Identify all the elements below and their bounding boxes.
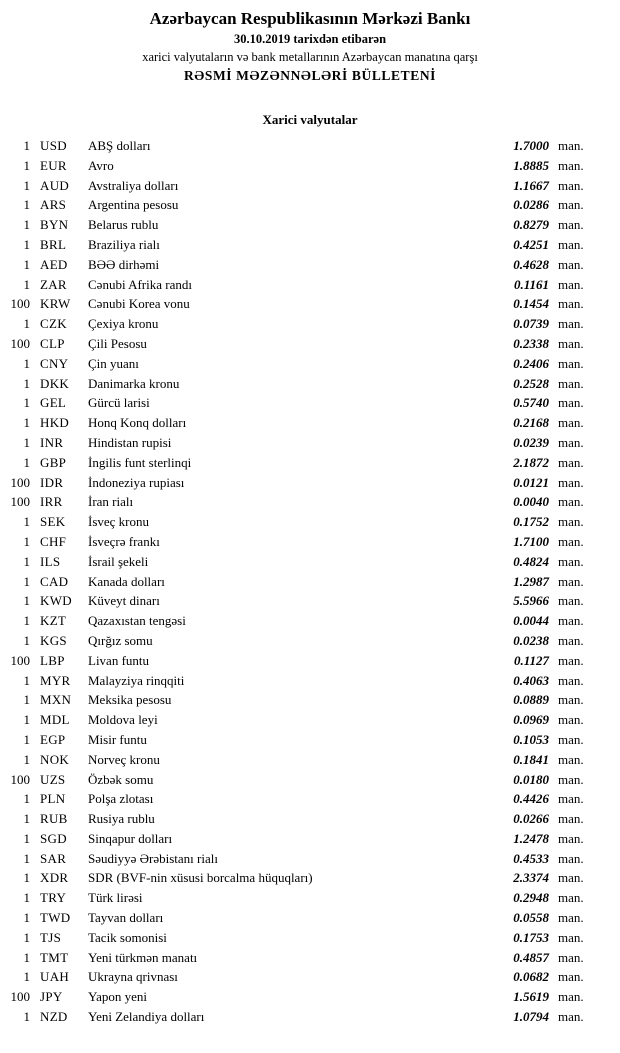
currency-name-cell: İngilis funt sterlinqi bbox=[88, 454, 192, 470]
currency-code-cell: BRL bbox=[40, 236, 67, 252]
table-row bbox=[4, 1007, 598, 1027]
currency-code-cell: SAR bbox=[40, 850, 67, 866]
unit-cell: man. bbox=[558, 454, 584, 470]
currency-code-cell: EUR bbox=[40, 157, 67, 173]
table-row bbox=[4, 829, 598, 849]
currency-code-cell: DKK bbox=[40, 375, 70, 391]
quantity-cell: 100 bbox=[10, 335, 30, 351]
quantity-cell: 1 bbox=[23, 514, 30, 530]
currency-code-cell: NZD bbox=[40, 1009, 68, 1025]
rate-cell: 1.2478 bbox=[513, 830, 549, 846]
currency-name-cell: ABŞ dolları bbox=[88, 138, 151, 153]
unit-cell: man. bbox=[558, 197, 584, 213]
currency-name-cell: Braziliya rialı bbox=[88, 236, 160, 252]
currency-code-cell: MYR bbox=[40, 672, 71, 688]
quantity-cell: 1 bbox=[23, 949, 30, 965]
currency-name-cell: Çin yuanı bbox=[88, 355, 139, 371]
currency-name-cell: Ukrayna qrivnası bbox=[88, 969, 178, 985]
table-row bbox=[4, 868, 598, 888]
table-row bbox=[4, 512, 598, 532]
currency-code-cell: USD bbox=[40, 138, 67, 153]
currency-code-cell: PLN bbox=[40, 791, 66, 807]
quantity-cell: 100 bbox=[10, 989, 30, 1005]
table-row bbox=[4, 591, 598, 611]
rate-cell: 0.1127 bbox=[513, 652, 549, 668]
quantity-cell: 1 bbox=[23, 712, 30, 728]
rate-cell: 0.4857 bbox=[513, 949, 549, 965]
unit-cell: man. bbox=[558, 415, 584, 431]
unit-cell: man. bbox=[558, 296, 584, 312]
currency-code-cell: CHF bbox=[40, 533, 67, 549]
rate-cell: 0.2948 bbox=[513, 890, 549, 906]
table-row bbox=[4, 334, 598, 354]
unit-cell: man. bbox=[558, 256, 584, 272]
rate-cell: 1.5619 bbox=[513, 989, 549, 1005]
rate-cell: 2.3374 bbox=[513, 870, 549, 886]
unit-cell: man. bbox=[558, 652, 584, 668]
quantity-cell: 1 bbox=[23, 613, 30, 629]
quantity-cell: 100 bbox=[10, 771, 30, 787]
unit-cell: man. bbox=[558, 177, 584, 193]
currency-code-cell: HKD bbox=[40, 415, 70, 431]
currency-name-cell: Argentina pesosu bbox=[88, 197, 179, 213]
table-row bbox=[4, 413, 598, 433]
table-row bbox=[4, 433, 598, 453]
quantity-cell: 1 bbox=[23, 256, 30, 272]
table-row bbox=[4, 730, 598, 750]
bank-name-title: Azərbaycan Respublikasının Mərkəzi Bankı bbox=[149, 9, 471, 28]
currency-code-cell: EGP bbox=[40, 731, 66, 747]
quantity-cell: 1 bbox=[23, 415, 30, 431]
rate-cell: 0.0238 bbox=[513, 632, 549, 648]
unit-cell: man. bbox=[558, 692, 584, 708]
currency-code-cell: MXN bbox=[40, 692, 72, 708]
table-row bbox=[4, 750, 598, 770]
currency-name-cell: Avstraliya dolları bbox=[88, 177, 179, 193]
unit-cell: man. bbox=[558, 712, 584, 728]
currency-code-cell: JPY bbox=[40, 989, 63, 1005]
subtitle-line: xarici valyutaların və bank metallarının Azərbaycan manatına qarşı bbox=[142, 50, 478, 64]
quantity-cell: 1 bbox=[23, 850, 30, 866]
quantity-cell: 1 bbox=[23, 910, 30, 926]
quantity-cell: 1 bbox=[23, 811, 30, 827]
currency-name-cell: İndoneziya rupiası bbox=[88, 474, 185, 490]
unit-cell: man. bbox=[558, 791, 584, 807]
rate-cell: 0.0180 bbox=[513, 771, 549, 787]
table-row bbox=[4, 611, 598, 631]
currency-code-cell: GEL bbox=[40, 395, 67, 411]
unit-cell: man. bbox=[558, 890, 584, 906]
currency-code-cell: ARS bbox=[40, 197, 67, 213]
unit-cell: man. bbox=[558, 316, 584, 332]
rate-cell: 0.1161 bbox=[513, 276, 549, 292]
currency-name-cell: BƏƏ dirhəmi bbox=[88, 256, 160, 272]
rate-cell: 0.2338 bbox=[513, 335, 549, 351]
rate-cell: 0.4628 bbox=[513, 256, 549, 272]
currency-code-cell: AED bbox=[40, 256, 68, 272]
quantity-cell: 1 bbox=[23, 969, 30, 985]
table-row bbox=[4, 255, 598, 275]
quantity-cell: 1 bbox=[23, 791, 30, 807]
unit-cell: man. bbox=[558, 236, 584, 252]
rate-cell: 1.8885 bbox=[513, 157, 549, 173]
quantity-cell: 1 bbox=[23, 1009, 30, 1025]
rate-cell: 0.0682 bbox=[513, 969, 549, 985]
currency-name-cell: İran rialı bbox=[88, 494, 134, 510]
unit-cell: man. bbox=[558, 910, 584, 926]
unit-cell: man. bbox=[558, 949, 584, 965]
currency-name-cell: Yapon yeni bbox=[88, 989, 147, 1005]
rates-table bbox=[0, 136, 620, 1027]
rate-cell: 0.1454 bbox=[513, 296, 549, 312]
unit-cell: man. bbox=[558, 335, 584, 351]
currency-code-cell: CLP bbox=[40, 335, 65, 351]
unit-cell: man. bbox=[558, 850, 584, 866]
currency-name-cell: Moldova leyi bbox=[88, 712, 158, 728]
rate-cell: 0.1752 bbox=[513, 514, 549, 530]
quantity-cell: 1 bbox=[23, 870, 30, 886]
quantity-cell: 1 bbox=[23, 197, 30, 213]
currency-code-cell: XDR bbox=[40, 870, 69, 886]
currency-name-cell: Cənubi Afrika randı bbox=[88, 276, 192, 292]
currency-name-cell: Özbək somu bbox=[88, 771, 154, 787]
unit-cell: man. bbox=[558, 593, 584, 609]
document-header bbox=[0, 0, 620, 85]
currency-name-cell: Qırğız somu bbox=[88, 632, 153, 648]
quantity-cell: 100 bbox=[10, 652, 30, 668]
currency-name-cell: Livan funtu bbox=[88, 652, 150, 668]
table-row bbox=[4, 235, 598, 255]
currency-code-cell: ZAR bbox=[40, 276, 67, 292]
currency-name-cell: Meksika pesosu bbox=[88, 692, 172, 708]
rate-cell: 2.1872 bbox=[513, 454, 549, 470]
quantity-cell: 1 bbox=[23, 355, 30, 371]
table-row bbox=[4, 888, 598, 908]
quantity-cell: 100 bbox=[10, 494, 30, 510]
currency-code-cell: SGD bbox=[40, 830, 67, 846]
table-row bbox=[4, 473, 598, 493]
quantity-cell: 1 bbox=[23, 316, 30, 332]
currency-name-cell: Honq Konq dolları bbox=[88, 415, 187, 431]
quantity-cell: 1 bbox=[23, 434, 30, 450]
currency-name-cell: Tayvan dolları bbox=[88, 910, 164, 926]
rate-cell: 0.1841 bbox=[513, 751, 549, 767]
table-row bbox=[4, 552, 598, 572]
unit-cell: man. bbox=[558, 514, 584, 530]
quantity-cell: 1 bbox=[23, 217, 30, 233]
table-row bbox=[4, 928, 598, 948]
quantity-cell: 1 bbox=[23, 593, 30, 609]
quantity-cell: 1 bbox=[23, 890, 30, 906]
rate-cell: 0.0739 bbox=[513, 316, 549, 332]
quantity-cell: 1 bbox=[23, 375, 30, 391]
unit-cell: man. bbox=[558, 573, 584, 589]
table-row bbox=[4, 987, 598, 1007]
currency-code-cell: TJS bbox=[40, 929, 62, 945]
currency-code-cell: NOK bbox=[40, 751, 70, 767]
unit-cell: man. bbox=[558, 276, 584, 292]
quantity-cell: 100 bbox=[10, 296, 30, 312]
currency-name-cell: İsveçrə frankı bbox=[88, 533, 160, 549]
quantity-cell: 1 bbox=[23, 177, 30, 193]
rate-cell: 1.7100 bbox=[513, 533, 549, 549]
table-row bbox=[4, 631, 598, 651]
rate-cell: 0.1053 bbox=[513, 731, 549, 747]
unit-cell: man. bbox=[558, 830, 584, 846]
quantity-cell: 1 bbox=[23, 276, 30, 292]
rate-cell: 1.0794 bbox=[513, 1009, 549, 1025]
rate-cell: 0.0044 bbox=[513, 613, 549, 629]
quantity-cell: 1 bbox=[23, 138, 30, 153]
table-row bbox=[4, 176, 598, 196]
unit-cell: man. bbox=[558, 434, 584, 450]
currency-code-cell: CAD bbox=[40, 573, 69, 589]
unit-cell: man. bbox=[558, 375, 584, 391]
currency-code-cell: UZS bbox=[40, 771, 66, 787]
currency-code-cell: TWD bbox=[40, 910, 71, 926]
quantity-cell: 1 bbox=[23, 632, 30, 648]
table-row bbox=[4, 156, 598, 176]
rate-cell: 0.2528 bbox=[513, 375, 549, 391]
rate-cell: 0.8279 bbox=[513, 217, 549, 233]
currency-code-cell: KWD bbox=[40, 593, 72, 609]
quantity-cell: 1 bbox=[23, 157, 30, 173]
currency-code-cell: KZT bbox=[40, 613, 67, 629]
quantity-cell: 1 bbox=[23, 533, 30, 549]
unit-cell: man. bbox=[558, 672, 584, 688]
currency-name-cell: İsrail şekeli bbox=[88, 553, 149, 569]
section-title-foreign-currencies: Xarici valyutalar bbox=[262, 112, 358, 127]
currency-name-cell: Tacik somonisi bbox=[88, 929, 167, 945]
table-row bbox=[4, 492, 598, 512]
currency-name-cell: Rusiya rublu bbox=[88, 811, 155, 827]
currency-code-cell: TRY bbox=[40, 890, 67, 906]
rate-cell: 0.0121 bbox=[513, 474, 549, 490]
table-row bbox=[4, 354, 598, 374]
effective-date-line: 30.10.2019 tarixdən etibarən bbox=[233, 32, 387, 46]
unit-cell: man. bbox=[558, 157, 584, 173]
currency-code-cell: LBP bbox=[40, 652, 65, 668]
currency-name-cell: Belarus rublu bbox=[88, 217, 159, 233]
unit-cell: man. bbox=[558, 811, 584, 827]
table-row bbox=[4, 710, 598, 730]
table-row bbox=[4, 809, 598, 829]
rate-cell: 0.5740 bbox=[513, 395, 549, 411]
quantity-cell: 1 bbox=[23, 573, 30, 589]
quantity-cell: 1 bbox=[23, 672, 30, 688]
rates-table-body bbox=[4, 136, 598, 1027]
table-row bbox=[4, 532, 598, 552]
currency-code-cell: IDR bbox=[40, 474, 64, 490]
rate-cell: 0.4251 bbox=[513, 236, 549, 252]
table-row bbox=[4, 849, 598, 869]
rate-cell: 0.2168 bbox=[513, 415, 549, 431]
currency-name-cell: Polşa zlotası bbox=[88, 791, 154, 807]
quantity-cell: 1 bbox=[23, 751, 30, 767]
currency-name-cell: Çili Pesosu bbox=[88, 335, 147, 351]
rate-cell: 0.4063 bbox=[513, 672, 549, 688]
table-row bbox=[4, 294, 598, 314]
currency-name-cell: İsveç kronu bbox=[88, 514, 150, 530]
unit-cell: man. bbox=[558, 474, 584, 490]
currency-name-cell: Səudiyyə Ərəbistanı rialı bbox=[88, 850, 218, 866]
currency-name-cell: Gürcü larisi bbox=[88, 395, 150, 411]
rate-cell: 0.0239 bbox=[513, 434, 549, 450]
currency-name-cell: Misir funtu bbox=[88, 731, 147, 747]
currency-code-cell: RUB bbox=[40, 811, 68, 827]
unit-cell: man. bbox=[558, 395, 584, 411]
quantity-cell: 1 bbox=[23, 236, 30, 252]
currency-name-cell: Kanada dolları bbox=[88, 573, 165, 589]
quantity-cell: 100 bbox=[10, 474, 30, 490]
table-row bbox=[4, 215, 598, 235]
bulletin-title: RƏSMİ MƏZƏNNƏLƏRİ BÜLLETENİ bbox=[183, 68, 437, 83]
currency-name-cell: Çexiya kronu bbox=[88, 316, 159, 332]
unit-cell: man. bbox=[558, 1009, 584, 1025]
quantity-cell: 1 bbox=[23, 731, 30, 747]
unit-cell: man. bbox=[558, 929, 584, 945]
unit-cell: man. bbox=[558, 731, 584, 747]
currency-code-cell: MDL bbox=[40, 712, 70, 728]
unit-cell: man. bbox=[558, 533, 584, 549]
table-row bbox=[4, 314, 598, 334]
table-row bbox=[4, 136, 598, 156]
quantity-cell: 1 bbox=[23, 830, 30, 846]
unit-cell: man. bbox=[558, 969, 584, 985]
unit-cell: man. bbox=[558, 494, 584, 510]
quantity-cell: 1 bbox=[23, 454, 30, 470]
table-row bbox=[4, 275, 598, 295]
quantity-cell: 1 bbox=[23, 692, 30, 708]
table-row bbox=[4, 789, 598, 809]
currency-name-cell: Yeni türkmən manatı bbox=[88, 949, 198, 965]
currency-name-cell: Yeni Zelandiya dolları bbox=[88, 1009, 205, 1025]
currency-name-cell: Cənubi Korea vonu bbox=[88, 296, 190, 312]
table-row bbox=[4, 374, 598, 394]
rate-cell: 0.4426 bbox=[513, 791, 549, 807]
currency-name-cell: Danimarka kronu bbox=[88, 375, 180, 391]
rate-cell: 1.7000 bbox=[513, 138, 549, 153]
currency-name-cell: Norveç kronu bbox=[88, 751, 160, 767]
currency-code-cell: SEK bbox=[40, 514, 66, 530]
unit-cell: man. bbox=[558, 355, 584, 371]
currency-name-cell: Qazaxıstan tengəsi bbox=[88, 613, 186, 629]
rate-cell: 0.4533 bbox=[513, 850, 549, 866]
currency-code-cell: CZK bbox=[40, 316, 67, 332]
rate-cell: 1.1667 bbox=[513, 177, 549, 193]
table-row bbox=[4, 393, 598, 413]
table-row bbox=[4, 651, 598, 671]
currency-code-cell: IRR bbox=[40, 494, 63, 510]
rate-cell: 0.0889 bbox=[513, 692, 549, 708]
currency-code-cell: GBP bbox=[40, 454, 67, 470]
unit-cell: man. bbox=[558, 613, 584, 629]
currency-code-cell: KRW bbox=[40, 296, 71, 312]
currency-code-cell: KGS bbox=[40, 632, 67, 648]
table-row bbox=[4, 572, 598, 592]
quantity-cell: 1 bbox=[23, 929, 30, 945]
currency-code-cell: INR bbox=[40, 434, 64, 450]
rate-cell: 1.2987 bbox=[513, 573, 549, 589]
table-row bbox=[4, 967, 598, 987]
table-row bbox=[4, 690, 598, 710]
currency-code-cell: AUD bbox=[40, 177, 70, 193]
rate-cell: 0.1753 bbox=[513, 929, 549, 945]
unit-cell: man. bbox=[558, 217, 584, 233]
currency-name-cell: Hindistan rupisi bbox=[88, 434, 172, 450]
unit-cell: man. bbox=[558, 870, 584, 886]
currency-name-cell: Türk lirəsi bbox=[88, 890, 143, 906]
rate-cell: 0.0558 bbox=[513, 910, 549, 926]
quantity-cell: 1 bbox=[23, 395, 30, 411]
currency-name-cell: SDR (BVF-nin xüsusi borcalma hüquqları) bbox=[88, 870, 313, 886]
currency-name-cell: Avro bbox=[88, 157, 114, 173]
rate-cell: 0.0040 bbox=[513, 494, 549, 510]
table-row bbox=[4, 453, 598, 473]
unit-cell: man. bbox=[558, 989, 584, 1005]
rate-cell: 0.4824 bbox=[513, 553, 549, 569]
rate-cell: 5.5966 bbox=[513, 593, 549, 609]
currency-code-cell: CNY bbox=[40, 355, 69, 371]
currency-name-cell: Küveyt dinarı bbox=[88, 593, 160, 609]
table-row bbox=[4, 948, 598, 968]
currency-code-cell: ILS bbox=[40, 553, 61, 569]
currency-code-cell: UAH bbox=[40, 969, 70, 985]
rate-cell: 0.0266 bbox=[513, 811, 549, 827]
table-row bbox=[4, 671, 598, 691]
currency-name-cell: Sinqapur dolları bbox=[88, 830, 173, 846]
quantity-cell: 1 bbox=[23, 553, 30, 569]
currency-name-cell: Malayziya rinqqiti bbox=[88, 672, 185, 688]
table-row bbox=[4, 770, 598, 790]
currency-code-cell: TMT bbox=[40, 949, 69, 965]
unit-cell: man. bbox=[558, 771, 584, 787]
unit-cell: man. bbox=[558, 751, 584, 767]
currency-code-cell: BYN bbox=[40, 217, 69, 233]
unit-cell: man. bbox=[558, 553, 584, 569]
rate-cell: 0.0969 bbox=[513, 712, 549, 728]
rate-cell: 0.2406 bbox=[513, 355, 549, 371]
unit-cell: man. bbox=[558, 138, 584, 153]
table-row bbox=[4, 908, 598, 928]
rate-cell: 0.0286 bbox=[513, 197, 549, 213]
table-row bbox=[4, 195, 598, 215]
unit-cell: man. bbox=[558, 632, 584, 648]
